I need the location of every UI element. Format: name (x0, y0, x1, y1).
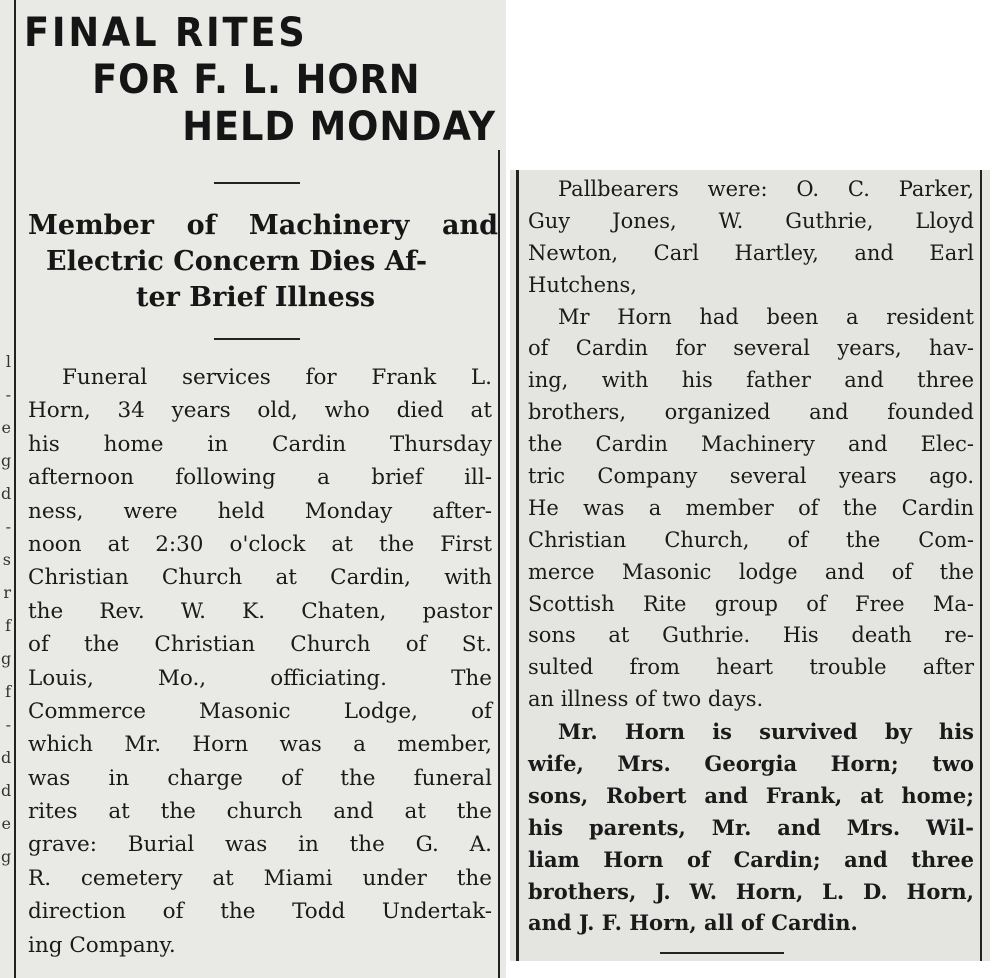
text-line: and J. F. Horn, all of Cardin. (528, 910, 858, 936)
text-line: his parents, Mr. and Mrs. Wil- (528, 814, 974, 840)
text-line: sons at Guthrie. His death re- (528, 623, 974, 648)
column-rule-left (14, 0, 16, 978)
text-line: Mr Horn had been a resident (558, 304, 974, 329)
text-line: Scottish Rite group of Free Ma- (528, 591, 974, 616)
text-line: which Mr. Horn was a member, (28, 732, 492, 758)
text-line: sulted from heart trouble after (528, 655, 974, 680)
text-line: the Rev. W. K. Chaten, pastor (28, 598, 492, 624)
subheadline-divider (214, 338, 300, 340)
text-line: was in charge of the funeral (28, 765, 492, 791)
headline-line-1: FINAL RITES (24, 10, 308, 56)
text-line: Hutchens, (528, 272, 637, 297)
text-line: of Cardin for several years, hav- (528, 336, 974, 361)
column-rule-left (516, 170, 519, 961)
text-line: tric Company several years ago. (528, 464, 974, 489)
text-line: brothers, organized and founded (528, 400, 974, 425)
end-divider (660, 952, 784, 954)
text-line: the Cardin Machinery and Elec- (528, 432, 974, 457)
text-line: afternoon following a brief ill- (28, 465, 492, 491)
headline-line-3: HELD MONDAY (182, 104, 496, 150)
subheadline-line-1: Member of Machinery and (28, 210, 498, 241)
text-line: sons, Robert and Frank, at home; (528, 782, 974, 808)
text-line: rites at the church and at the (28, 799, 492, 825)
adjacent-column-fragments: l - e g d - s r f g f - d d e g (1, 352, 12, 866)
headline (24, 10, 496, 151)
text-line: liam Horn of Cardin; and three (528, 846, 974, 872)
text-line: Christian Church, of the Com- (528, 527, 974, 552)
text-line: ing, with his father and three (528, 368, 974, 393)
headline-divider (214, 182, 300, 184)
article-body-left (28, 361, 492, 962)
text-line: Newton, Carl Hartley, and Earl (528, 240, 974, 265)
subheadline-line-3: ter Brief Illness (136, 282, 376, 313)
text-line: He was a member of the Cardin (528, 495, 974, 520)
text-line: wife, Mrs. Georgia Horn; two (528, 751, 974, 777)
text-line: Christian Church at Cardin, with (28, 565, 492, 591)
text-line: ness, were held Monday after- (28, 498, 492, 524)
text-line: Funeral services for Frank L. (62, 365, 492, 390)
text-line: direction of the Todd Undertak- (28, 899, 492, 925)
text-line: ing Company. (28, 932, 176, 958)
headline-line-2: FOR F. L. HORN (92, 57, 421, 103)
text-line: his home in Cardin Thursday (28, 431, 492, 457)
text-line: of the Christian Church of St. (28, 632, 492, 658)
text-line: grave: Burial was in the G. A. (28, 832, 492, 858)
text-line: Commerce Masonic Lodge, of (28, 698, 492, 724)
text-line: Mr. Horn is survived by his (558, 719, 974, 745)
text-line: R. cemetery at Miami under the (28, 865, 492, 891)
text-line: Pallbearers were: O. C. Parker, (558, 177, 974, 201)
text-line: noon at 2:30 o'clock at the First (28, 531, 492, 557)
text-line: an illness of two days. (528, 687, 764, 712)
subheadline-line-2: Electric Concern Dies Af- (46, 246, 428, 277)
article-body-right (528, 174, 974, 939)
text-line: Horn, 34 years old, who died at (28, 398, 492, 424)
text-line: Guy Jones, W. Guthrie, Lloyd (528, 208, 974, 233)
text-line: merce Masonic lodge and of the (528, 559, 974, 584)
text-line: brothers, J. W. Horn, L. D. Horn, (528, 878, 974, 904)
text-line: Louis, Mo., officiating. The (28, 665, 492, 691)
subheadline (28, 208, 498, 316)
column-rule-right (498, 150, 500, 978)
column-rule-right (980, 170, 982, 961)
